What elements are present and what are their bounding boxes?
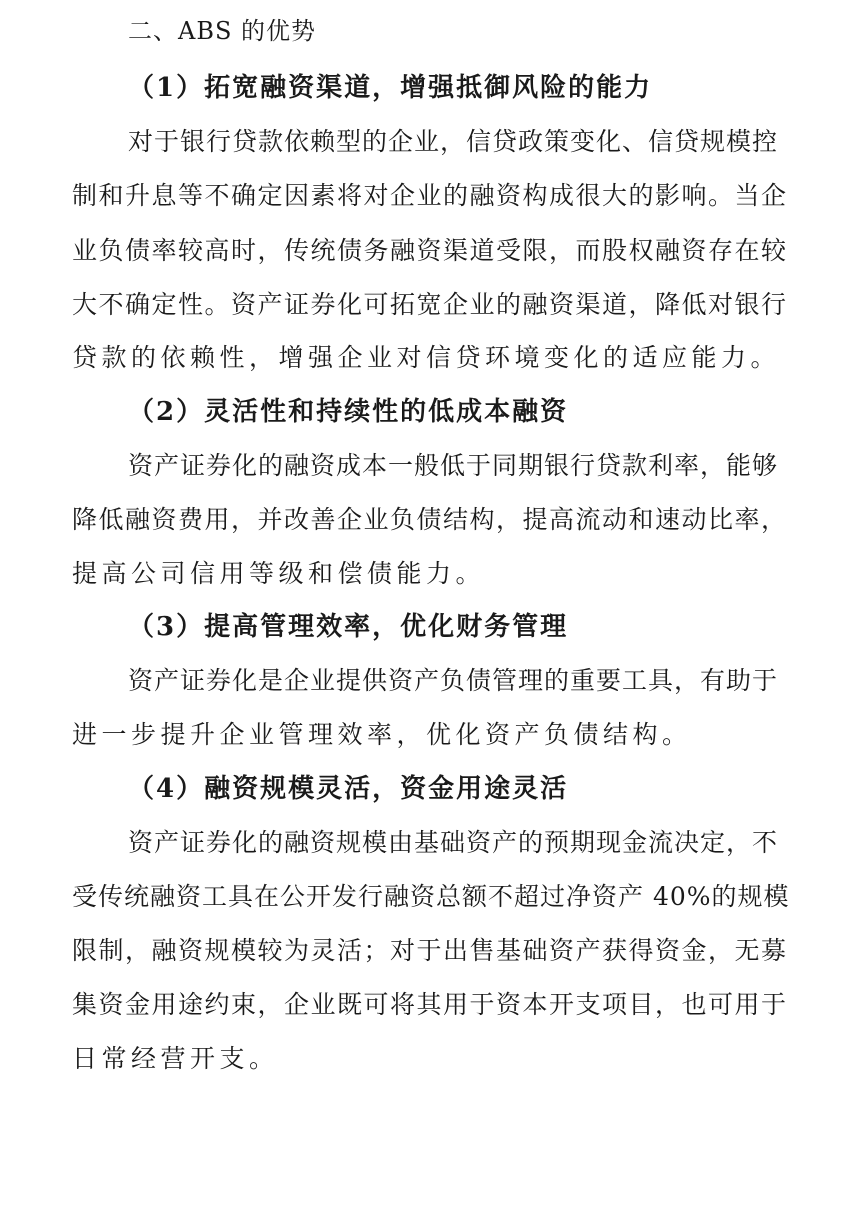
item-4-line-5: 日常经营开支。: [72, 1044, 279, 1073]
item-4-heading: （4）融资规模灵活，资金用途灵活: [128, 774, 569, 804]
item-2-line-1: 资产证券化的融资成本一般低于同期银行贷款利率，能够: [128, 451, 779, 480]
item-1-line-3: 业负债率较高时，传统债务融资渠道受限，而股权融资存在较: [72, 236, 788, 265]
item-1-line-1: 对于银行贷款依赖型的企业，信贷政策变化、信贷规模控: [128, 127, 779, 156]
section-heading: 二、ABS 的优势: [128, 17, 317, 45]
item-1-line-4: 大不确定性。资产证券化可拓宽企业的融资渠道，降低对银行: [72, 290, 788, 319]
item-3-heading: （3）提高管理效率，优化财务管理: [128, 612, 569, 642]
item-3-line-1: 资产证券化是企业提供资产负债管理的重要工具，有助于: [128, 666, 779, 695]
item-4-line-4: 集资金用途约束，企业既可将其用于资本开支项目，也可用于: [72, 990, 788, 1019]
item-1-line-2: 制和升息等不确定因素将对企业的融资构成很大的影响。当企: [72, 181, 788, 210]
item-2-line-2: 降低融资费用，并改善企业负债结构，提高流动和速动比率，: [72, 505, 788, 534]
item-1-line-5: 贷款的依赖性，增强企业对信贷环境变化的适应能力。: [72, 343, 781, 372]
item-2-line-3: 提高公司信用等级和偿债能力。: [72, 559, 486, 588]
item-3-line-2: 进一步提升企业管理效率，优化资产负债结构。: [72, 720, 692, 749]
item-4-line-3: 限制，融资规模较为灵活；对于出售基础资产获得资金，无募: [72, 936, 788, 965]
item-4-line-1: 资产证券化的融资规模由基础资产的预期现金流决定，不: [128, 828, 779, 857]
item-4-line-2: 受传统融资工具在公开发行融资总额不超过净资产 40%的规模: [72, 882, 790, 911]
item-1-heading: （1）拓宽融资渠道，增强抵御风险的能力: [128, 73, 653, 103]
item-2-heading: （2）灵活性和持续性的低成本融资: [128, 397, 569, 427]
